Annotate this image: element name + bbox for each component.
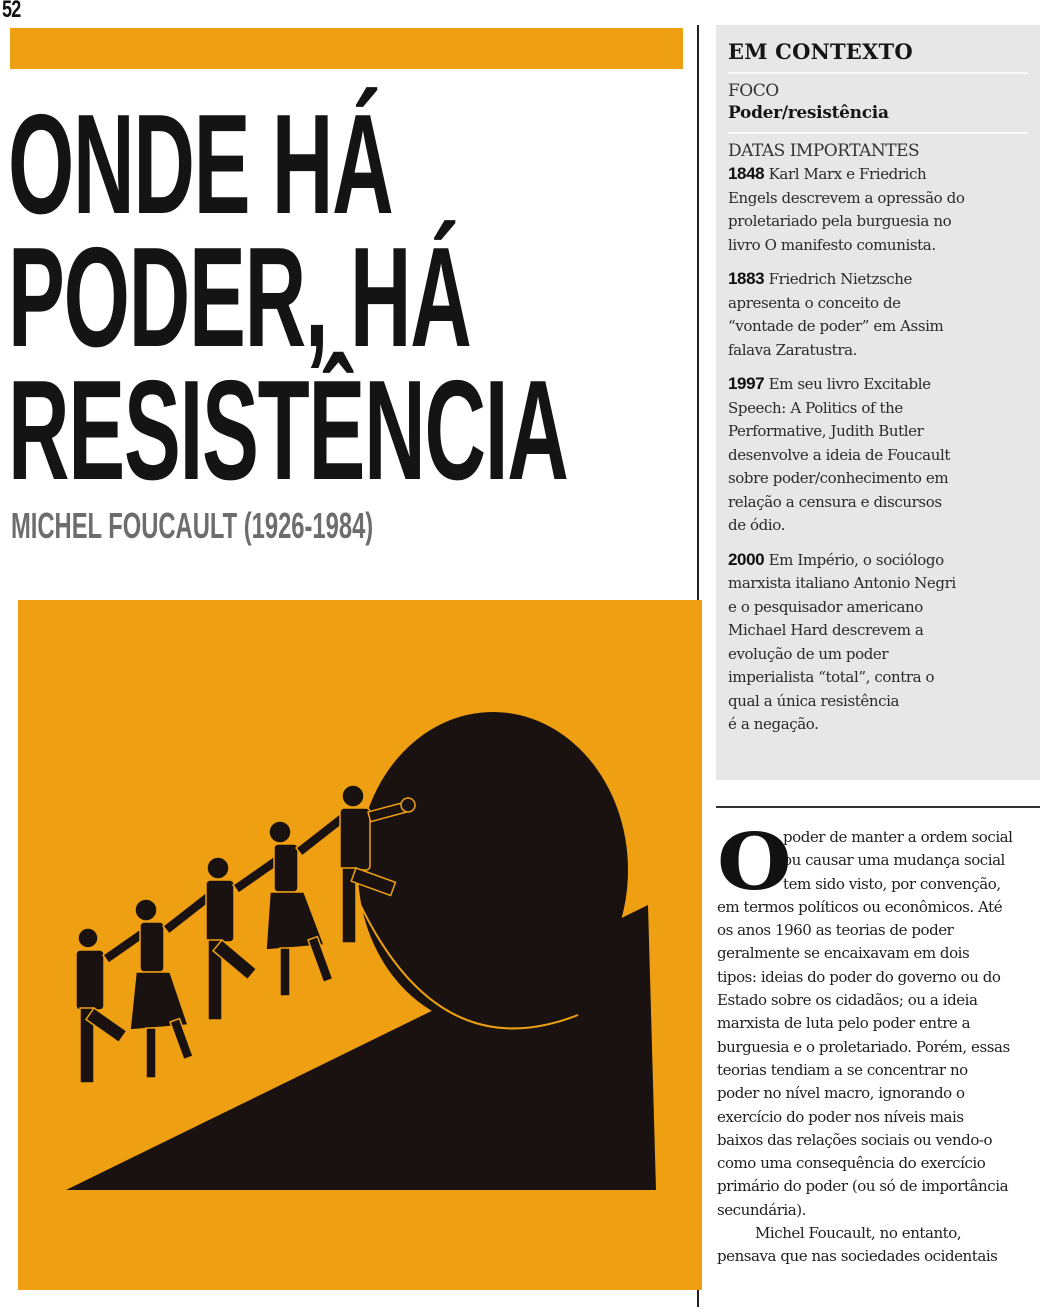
- title-line-3: RESISTÊNCIA: [8, 351, 568, 510]
- entry-text: Speech: A Politics of the: [728, 398, 903, 417]
- focus-label: FOCO: [728, 81, 779, 101]
- section-divider: [716, 806, 1040, 808]
- entry-text: de ódio.: [728, 516, 786, 534]
- entry-text: Karl Marx e Friedrich: [768, 165, 927, 183]
- body-line: Michel Foucault, no entanto,: [755, 1224, 962, 1243]
- body-line: poder no nível macro, ignorando o: [717, 1084, 965, 1103]
- entry-text: e o pesquisador americano: [728, 597, 923, 616]
- body-line: tem sido visto, por convenção,: [783, 874, 1001, 893]
- entry-text: Engels descrevem a opressão do: [728, 188, 965, 207]
- entry-text: qual a única resistência: [728, 691, 900, 710]
- people-pushing-boulder-icon: [18, 600, 702, 1290]
- body-line: burguesia e o proletariado. Porém, essas: [717, 1037, 1010, 1056]
- entry-text: falava Zaratustra.: [728, 340, 857, 359]
- body-line: Estado sobre os cidadãos; ou a ideia: [717, 991, 978, 1010]
- title-line-1: ONDE HÁ: [8, 85, 393, 244]
- entry-text: marxista italiano Antonio Negri: [728, 574, 956, 592]
- title-line-2: PODER, HÁ: [8, 218, 471, 377]
- body-line: ou causar uma mudança social: [783, 851, 1005, 870]
- entry-year: 1883: [728, 269, 765, 288]
- entry-text: livro O manifesto comunista.: [728, 235, 936, 254]
- entry-text: Michael Hard descrevem a: [728, 621, 924, 639]
- entry-text: proletariado pela burguesia no: [728, 212, 952, 230]
- context-sidebar: [716, 25, 1040, 780]
- entry-text: relação a censura e discursos: [728, 492, 942, 511]
- body-line: pensava que nas sociedades ocidentais: [717, 1247, 998, 1266]
- body-line: secundária).: [717, 1200, 806, 1219]
- entry-text: Em Império, o sociólogo: [768, 550, 944, 569]
- entry-text: “vontade de poder” em Assim: [728, 317, 944, 335]
- date-entry-2000: [728, 548, 1028, 737]
- context-divider: [728, 132, 1028, 134]
- body-line: os anos 1960 as teorias de poder: [717, 921, 954, 940]
- page-number: 52: [2, 0, 21, 23]
- body-line: tipos: ideias do poder do governo ou do: [717, 967, 1001, 986]
- focus-value: Poder/resistência: [728, 103, 889, 123]
- entry-text: Friedrich Nietzsche: [768, 270, 913, 288]
- entry-text: apresenta o conceito de: [728, 293, 901, 312]
- date-entry-1848: [728, 162, 1028, 257]
- author-subtitle: MICHEL FOUCAULT (1926-1984): [11, 505, 374, 546]
- paragraph-1: [717, 817, 1047, 1222]
- body-line: exercício do poder nos níveis mais: [717, 1107, 964, 1126]
- page-title: [8, 85, 568, 510]
- date-entry-1883: [728, 267, 1028, 362]
- entry-text: sobre poder/conhecimento em: [728, 469, 949, 487]
- body-line: primário do poder (ou só de importância: [717, 1177, 1009, 1196]
- body-line: como uma consequência do exercício: [717, 1154, 986, 1173]
- entry-year: 2000: [728, 549, 765, 569]
- body-line: teorias tendiam a se concentrar no: [717, 1060, 968, 1079]
- dates-label: DATAS IMPORTANTES: [728, 141, 920, 161]
- entry-text: evolução de um poder: [728, 644, 889, 663]
- context-divider: [728, 72, 1028, 74]
- entry-text: Performative, Judith Butler: [728, 422, 924, 440]
- accent-bar: [10, 28, 683, 69]
- body-article: [717, 817, 1047, 1269]
- date-entry-1997: [728, 372, 1028, 538]
- boulder-illustration: [18, 600, 702, 1290]
- entry-text: imperialista “total”, contra o: [728, 668, 935, 686]
- body-line: marxista de luta pelo poder entre a: [717, 1014, 971, 1033]
- drop-cap: O: [717, 817, 792, 908]
- body-line: poder de manter a ordem social: [783, 828, 1013, 846]
- entry-year: 1997: [728, 374, 765, 393]
- entry-text: desenvolve a ideia de Foucault: [728, 445, 950, 464]
- body-line: baixos das relações sociais ou vendo-o: [717, 1130, 993, 1149]
- entry-text: Em seu livro Excitable: [768, 375, 931, 393]
- entry-year: 1848: [728, 164, 765, 183]
- entry-text: é a negação.: [728, 715, 819, 733]
- paragraph-2: [717, 1222, 1047, 1269]
- context-heading: EM CONTEXTO: [728, 39, 913, 64]
- body-line: geralmente se encaixavam em dois: [717, 944, 970, 963]
- body-line: em termos políticos ou econômicos. Até: [717, 897, 1003, 916]
